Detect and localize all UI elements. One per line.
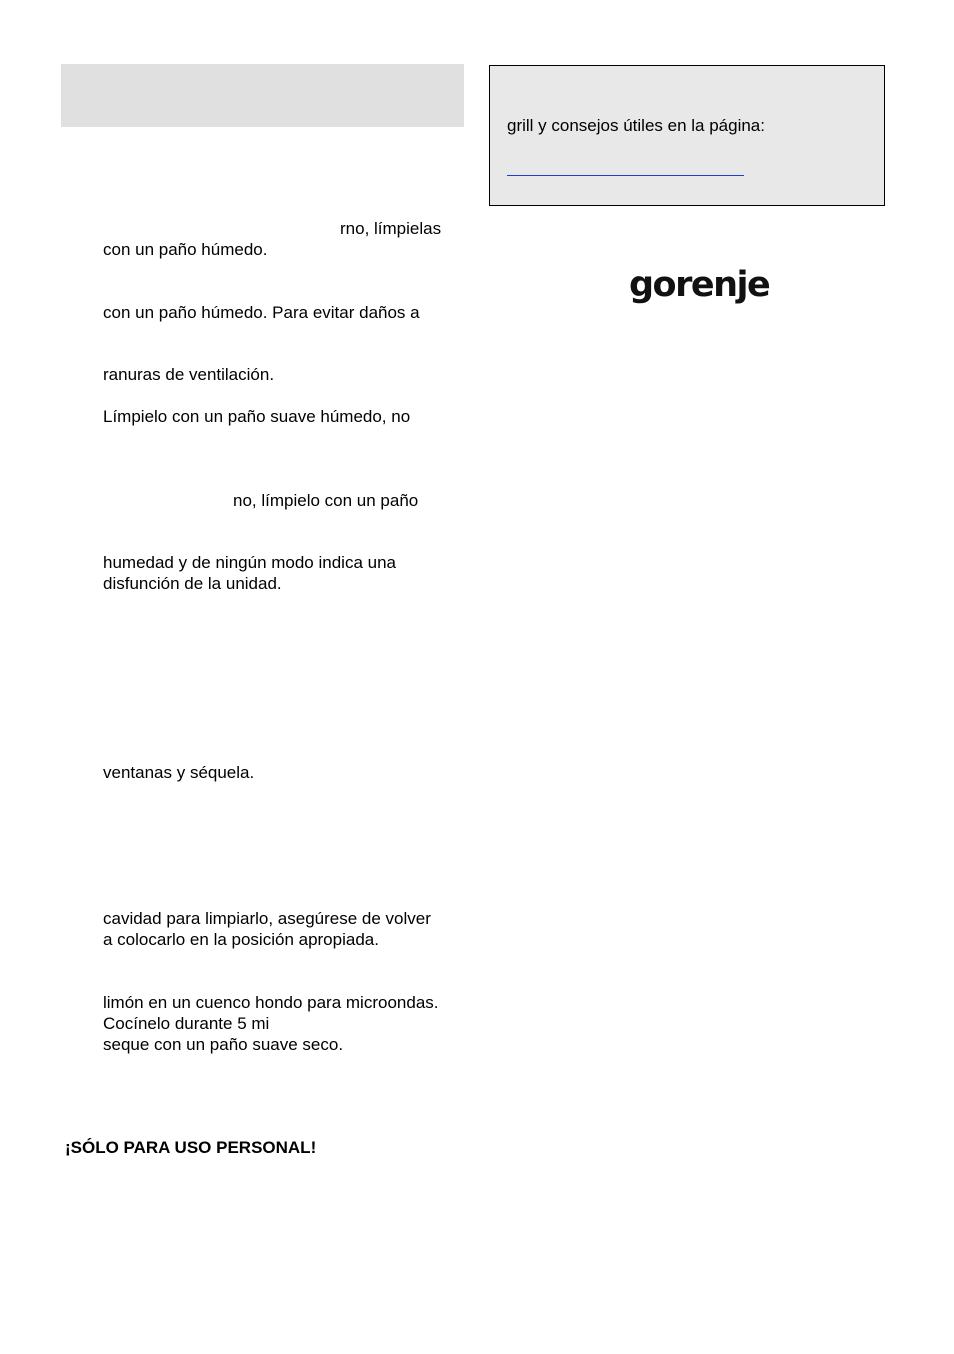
section-header-band: [61, 64, 464, 127]
personal-use-notice: ¡SÓLO PARA USO PERSONAL!: [65, 1138, 317, 1157]
instruction-line: ranuras de ventilación.: [103, 365, 275, 384]
info-box: [489, 65, 885, 206]
info-box-text: grill y consejos útiles en la página:: [507, 116, 765, 135]
instruction-line: humedad y de ningún modo indica una: [103, 553, 396, 572]
gorenje-logo: gorenje: [629, 265, 770, 305]
instruction-line: Límpielo con un paño suave húmedo, no: [103, 407, 411, 426]
instruction-line: no, límpielo con un paño: [233, 491, 419, 510]
instruction-line: rno, límpielas: [340, 219, 442, 238]
instruction-line: disfunción de la unidad.: [103, 574, 282, 593]
instruction-line: con un paño húmedo.: [103, 240, 268, 259]
instruction-line: seque con un paño suave seco.: [103, 1035, 344, 1054]
instruction-line: a colocarlo en la posición apropiada.: [103, 930, 379, 949]
instruction-line: con un paño húmedo. Para evitar daños a: [103, 303, 420, 322]
website-link[interactable]: [507, 175, 744, 176]
instruction-line: cavidad para limpiarlo, asegúrese de volver: [103, 909, 431, 928]
instruction-line: Cocínelo durante 5 mi: [103, 1014, 270, 1033]
instruction-line: ventanas y séquela.: [103, 763, 255, 782]
instruction-line: limón en un cuenco hondo para microondas.: [103, 993, 439, 1012]
